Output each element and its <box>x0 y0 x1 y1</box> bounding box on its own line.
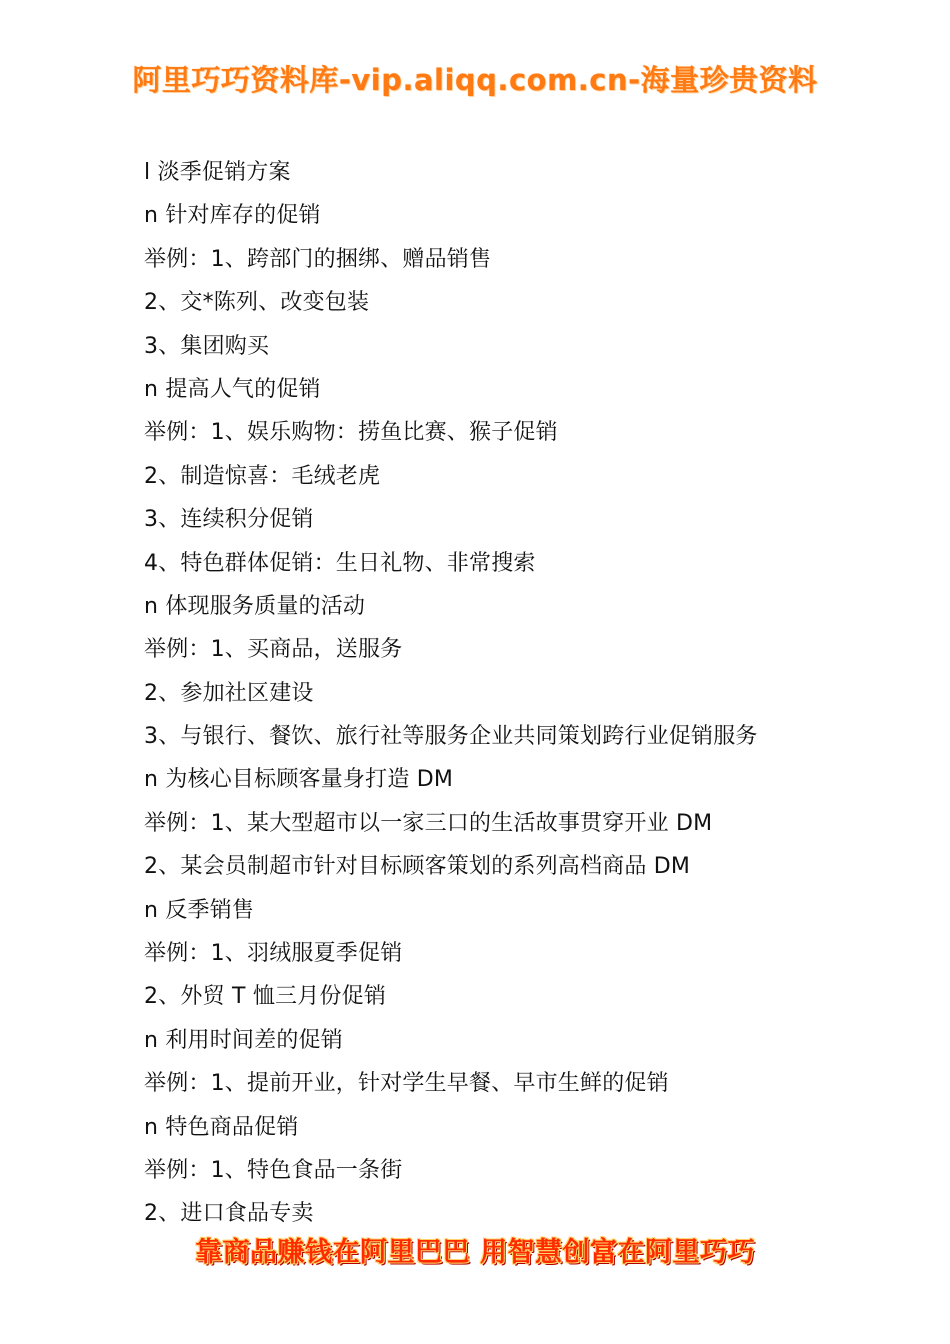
text-line: 3、集团购买 <box>144 333 270 359</box>
subsection-heading: n 体现服务质量的活动 <box>144 593 366 619</box>
text-line: 2、制造惊喜：毛绒老虎 <box>144 463 381 489</box>
subsection-heading: n 反季销售 <box>144 897 255 923</box>
subsection-heading: n 针对库存的促销 <box>144 203 321 229</box>
subsection-heading: n 为核心目标顾客量身打造 DM <box>144 767 454 793</box>
text-line: 举例：1、买商品，送服务 <box>144 637 403 663</box>
text-line: 举例：1、特色食品一条街 <box>144 1157 403 1183</box>
text-line: 2、外贸 T 恤三月份促销 <box>144 984 387 1010</box>
text-line: 2、进口食品专卖 <box>144 1201 314 1227</box>
text-line: 举例：1、某大型超市以一家三口的生活故事贯穿开业 DM <box>144 810 713 836</box>
subsection-heading: n 提高人气的促销 <box>144 376 321 402</box>
text-line: 举例：1、羽绒服夏季促销 <box>144 941 403 967</box>
text-line: 举例：1、娱乐购物：捞鱼比赛、猴子促销 <box>144 420 558 446</box>
text-line: 2、参加社区建设 <box>144 680 314 706</box>
text-line: 2、某会员制超市针对目标顾客策划的系列高档商品 DM <box>144 854 691 880</box>
footer-banner: 靠商品赚钱在阿里巴巴 用智慧创富在阿里巧巧 <box>195 1237 755 1268</box>
subsection-heading: n 特色商品促销 <box>144 1114 299 1140</box>
text-line: 举例：1、跨部门的捆绑、赠品销售 <box>144 246 492 272</box>
text-line: 4、特色群体促销：生日礼物、非常搜索 <box>144 550 536 576</box>
subsection-heading: n 利用时间差的促销 <box>144 1027 343 1053</box>
document-body <box>144 151 864 1236</box>
text-line: 2、交*陈列、改变包装 <box>144 290 370 316</box>
text-line: 3、连续积分促销 <box>144 507 314 533</box>
section-heading: l 淡季促销方案 <box>144 160 291 185</box>
text-line: 举例：1、提前开业，针对学生早餐、早市生鲜的促销 <box>144 1071 669 1097</box>
text-line: 3、与银行、餐饮、旅行社等服务企业共同策划跨行业促销服务 <box>144 724 758 750</box>
header-banner: 阿里巧巧资料库-vip.aliqq.com.cn-海量珍贵资料 <box>132 63 818 97</box>
